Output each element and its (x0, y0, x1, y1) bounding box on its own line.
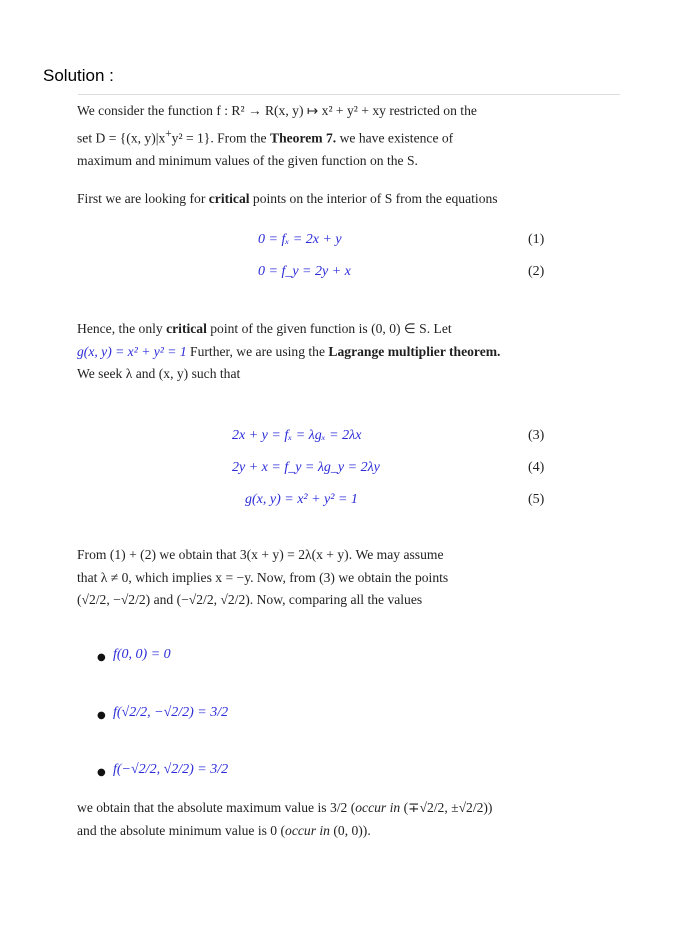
equation-5: g(x, y) = x² + y² = 1 (245, 492, 358, 507)
critical-intro: First we are looking for critical points on the interior of S from the equations (77, 191, 498, 206)
bullet-icon: ● (97, 652, 106, 663)
from-paragraph: From (1) + (2) we obtain that 3(x + y) = 2λ(x + y). We may assume that λ ≠ 0, which implies x = −y. Now, from (3) we obtain the points (√2/2, −√2/2) and (−√2/2, √2/2). Now, comparing all the values (77, 547, 449, 607)
intro-line-2: set D = {(x, y)|x+y² = 1}. From the Theorem 7. we have existence of (77, 127, 454, 146)
bullet-icon: ● (97, 767, 106, 778)
intro-paragraph (77, 100, 577, 172)
conclusion-paragraph: we obtain that the absolute maximum value is 3/2 (occur in (∓√2/2, ±√2/2)) and the absolute minimum value is 0 (occur in (0, 0)). (77, 800, 493, 838)
equation-2-number: (2) (528, 264, 545, 279)
intro-line-1: We consider the function f : R² → R(x, y) ↦ x² + y² + xy restricted on the (77, 103, 477, 118)
equation-2: 0 = f_y = 2y + x (258, 264, 351, 279)
equation-3: 2x + y = fₓ = λgₓ = 2λx (232, 428, 362, 443)
divider (78, 94, 620, 95)
equation-4-number: (4) (528, 460, 545, 475)
value-item: f(0, 0) = 0 (113, 647, 171, 662)
bullet-icon: ● (97, 710, 106, 721)
intro-line-3: maximum and minimum values of the given function on the S. (77, 152, 418, 168)
equation-1: 0 = fₓ = 2x + y (258, 232, 342, 247)
equation-5-number: (5) (528, 492, 545, 507)
hence-paragraph: Hence, the only critical point of the given function is (0, 0) ∈ S. Let g(x, y) = x² + y² = 1 Further, we are using the Lagrange multiplier theorem. We seek λ and (x, y) such that (77, 321, 501, 381)
equation-4: 2y + x = f_y = λg_y = 2λy (232, 460, 380, 475)
value-item: f(−√2/2, √2/2) = 3/2 (113, 762, 229, 777)
constraint-definition: g(x, y) = x² + y² = 1 (77, 343, 187, 359)
equation-1-number: (1) (528, 232, 545, 247)
value-item: f(√2/2, −√2/2) = 3/2 (113, 705, 229, 720)
solution-heading: Solution : (43, 66, 114, 85)
theorem-reference: Theorem 7. (270, 130, 337, 146)
equation-3-number: (3) (528, 428, 545, 443)
lagrange-theorem: Lagrange multiplier theorem. (328, 343, 501, 359)
